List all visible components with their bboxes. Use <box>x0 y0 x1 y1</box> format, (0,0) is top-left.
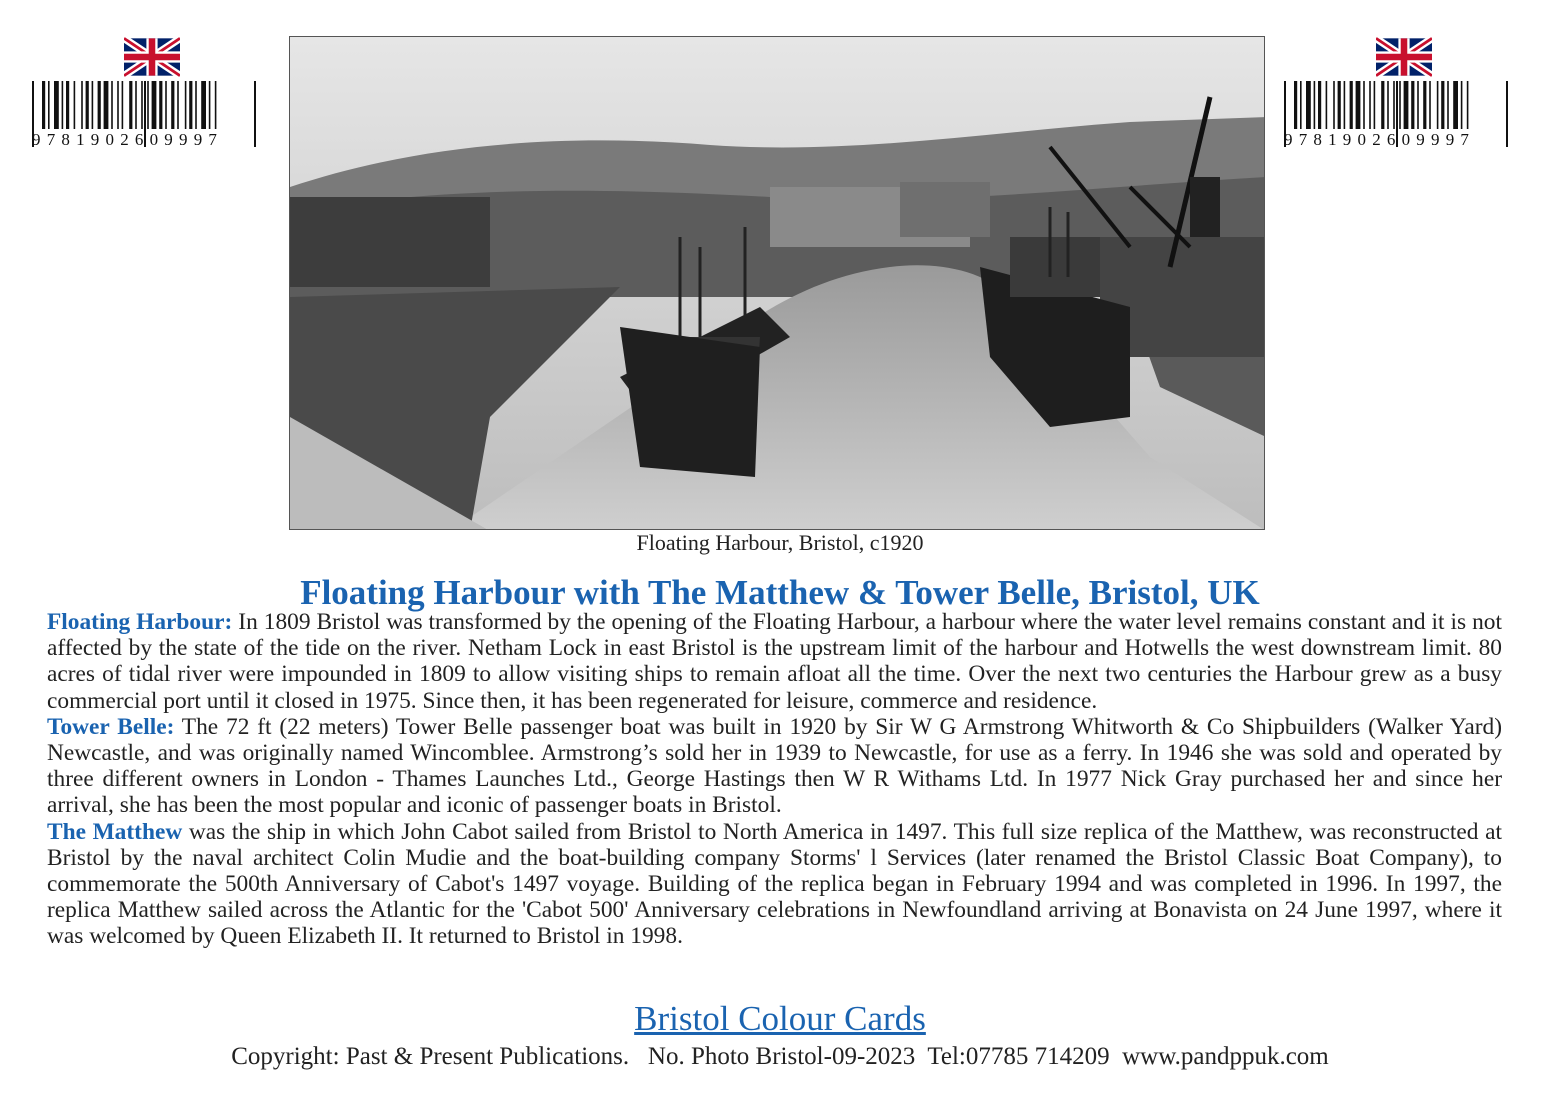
section-heading: The Matthew <box>47 818 183 845</box>
barcode-left <box>32 81 258 151</box>
barcode-digits: 9781902609997 <box>1284 130 1476 149</box>
section-the-matthew <box>47 819 1502 950</box>
page-title: Floating Harbour with The Matthew & Tower Belle, Bristol, UK <box>300 573 1260 612</box>
brand-link[interactable]: Bristol Colour Cards <box>634 999 926 1038</box>
brand-link-wrap <box>0 999 1560 1039</box>
barcode-digits: 9781902609997 <box>32 130 224 149</box>
barcode-right <box>1284 81 1510 151</box>
union-jack-flag-icon <box>124 36 180 78</box>
section-text: The 72 ft (22 meters) Tower Belle passenger boat was built in 1920 by Sir W G Armstrong Whitworth & Co Shipbuilders (Walker Yard) Newcastle, and was originally named Wincomblee. Armstrong’s sold her in 1939 to Newcastle, for use as a ferry. In 1946 she was sold and operated by three different owners in London - Thames Launches Ltd., George Hastings then W R Withams Ltd. In 1977 Nick Gray purchased her and since her arrival, she has been the most popular and iconic of passenger boats in Bristol. <box>47 713 1502 819</box>
footer-copyright: Copyright: Past & Present Publications. No. Photo Bristol-09-2023 Tel:07785 714209 www.pandppuk.com <box>231 1043 1329 1070</box>
section-tower-belle <box>47 714 1502 819</box>
section-text: was the ship in which John Cabot sailed from Bristol to North America in 1497. This full size replica of the Matthew, was reconstructed at Bristol by the naval architect Colin Mudie and the boat-building company Storms' l Services (later renamed the Bristol Classic Boat Company), to commemorate the 500th Anniversary of Cabot's 1497 voyage. Building of the replica began in February 1994 and was completed in 1996. In 1997, the replica Matthew sailed across the Atlantic for the 'Cabot 500' Anniversary celebrations in Newfoundland arriving at Bonavista on 24 June 1997, where it was welcomed by Queen Elizabeth II. It returned to Bristol in 1998. <box>47 818 1502 950</box>
union-jack-flag-icon <box>1376 36 1432 78</box>
section-floating-harbour <box>47 609 1502 714</box>
description-body <box>47 609 1502 950</box>
harbour-photo <box>289 36 1265 530</box>
section-heading: Floating Harbour: <box>47 609 233 635</box>
section-text: In 1809 Bristol was transformed by the opening of the Floating Harbour, a harbour where the water level remains constant and it is not affected by the state of the tide on the river. Netham Lock in east Bristol is the upstream limit of the harbour and Hotwells the west downstream limit. 80 acres of tidal river were impounded in 1809 to allow visiting ships to remain afloat all the time. Over the next two centuries the Harbour grew as a busy commercial port until it closed in 1975. Since then, it has been regenerated for leisure, commerce and residence. <box>47 609 1502 714</box>
photo-caption: Floating Harbour, Bristol, c1920 <box>636 530 924 555</box>
section-heading: Tower Belle: <box>47 713 175 740</box>
